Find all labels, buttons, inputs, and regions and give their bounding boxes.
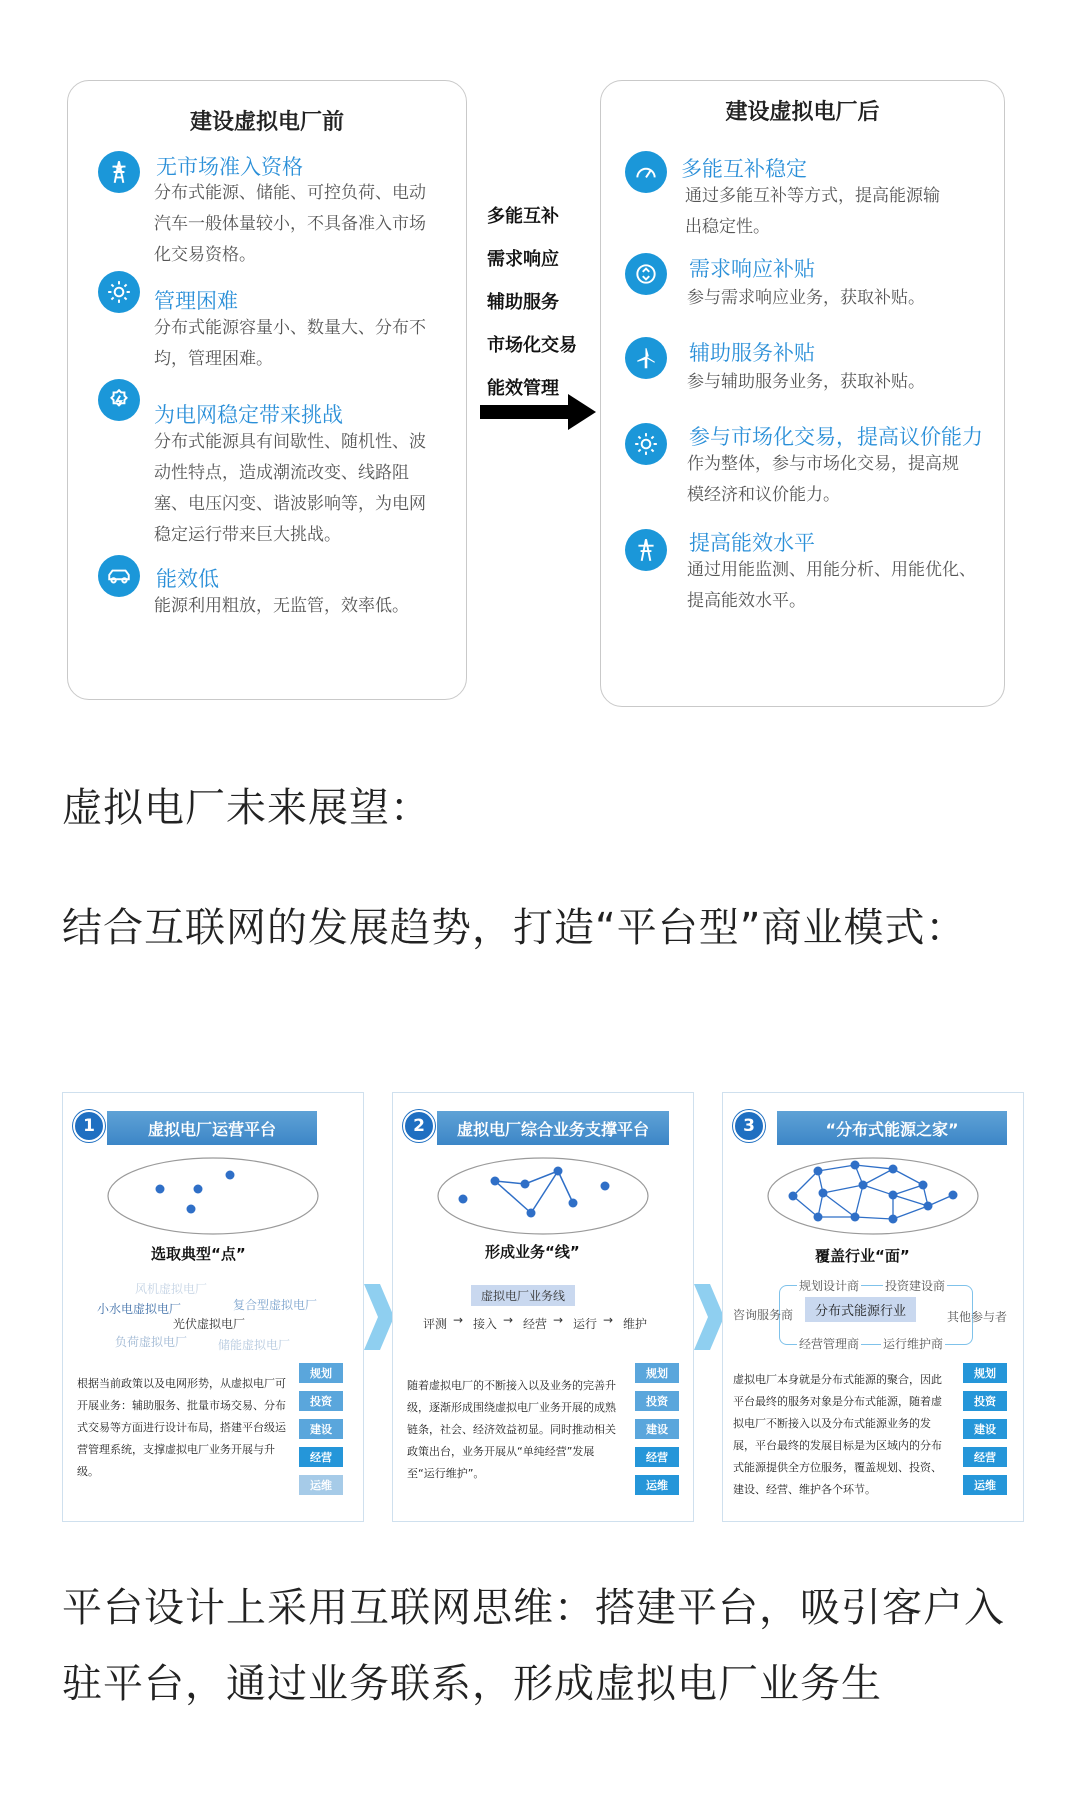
business-step: 运行 [573, 1317, 598, 1331]
business-step: 评测 [423, 1317, 448, 1331]
tag-invest: 投资 [299, 1391, 343, 1411]
after-item-desc: 参与辅助服务业务，获取补贴。 [687, 372, 925, 392]
middle-label: 需求响应 [487, 249, 559, 270]
before-item-desc: 分布式能源容量小、数量大、分布不均，管理困难。 [154, 318, 426, 369]
panel-2-subtitle: 形成业务“线” [485, 1243, 580, 1261]
step-arrow: → [503, 1313, 514, 1327]
panel-2-title: 虚拟电厂综合业务支撑平台 [437, 1111, 669, 1145]
panel-3-body: 虚拟电厂本身就是分布式能源的聚合，因此平台最终的服务对象是分布式能源，随着虚拟电厂不断接入以及分布式能源业务的发展，平台最终的发展目标是为区域内的分布式能源提供全方位服务，覆盖规划、投资、建设、经营、维护各个环节。 [733, 1373, 942, 1496]
after-item-desc: 作为整体，参与市场化交易，提高规模经济和议价能力。 [687, 454, 959, 505]
point-cloud-diagram [103, 1151, 323, 1241]
role-label: 咨询服务商 [733, 1308, 794, 1322]
before-item-title: 能效低 [156, 567, 219, 591]
tag-maintain: 运维 [635, 1475, 679, 1495]
cloud-label: 储能虚拟电厂 [218, 1338, 291, 1352]
cloud-label: 光伏虚拟电厂 [173, 1317, 246, 1331]
before-item-desc: 能源利用粗放，无监管，效率低。 [154, 596, 409, 616]
platform-panel-3 [722, 1092, 1024, 1522]
industry-center-label: 分布式能源行业 [805, 1297, 916, 1322]
middle-label: 市场化交易 [487, 335, 577, 356]
middle-label: 辅助服务 [487, 292, 559, 313]
mesh-network-diagram [763, 1151, 983, 1241]
after-item-desc: 通过用能监测、用能分析、用能优化、提高能效水平。 [687, 560, 976, 611]
tag-plan: 规划 [963, 1363, 1007, 1383]
paragraph-platform-model: 结合互联网的发展趋势，打造“平台型”商业模式： [62, 905, 967, 951]
line-network-diagram [433, 1151, 653, 1241]
panel-1-title: 虚拟电厂运营平台 [107, 1111, 317, 1145]
role-label: 其他参与者 [947, 1310, 1008, 1324]
sun-icon [625, 423, 667, 465]
tag-plan: 规划 [635, 1363, 679, 1383]
panel-1-subtitle: 选取典型“点” [151, 1245, 246, 1263]
right-arrow-icon [478, 392, 598, 432]
power-tower-icon [98, 151, 140, 193]
after-item-desc: 参与需求响应业务，获取补贴。 [687, 288, 925, 308]
role-label: 投资建设商 [885, 1279, 946, 1293]
middle-label: 能效管理 [487, 378, 559, 399]
step-arrow: → [603, 1313, 614, 1327]
tag-operate: 经营 [963, 1447, 1007, 1467]
panel-3-number: 3 [733, 1110, 765, 1142]
tag-maintain: 运维 [963, 1475, 1007, 1495]
gauge-icon [625, 151, 667, 193]
tag-invest: 投资 [963, 1391, 1007, 1411]
cloud-label: 风机虚拟电厂 [135, 1282, 208, 1296]
after-panel-title: 建设虚拟电厂后 [725, 100, 880, 125]
role-label: 运行维护商 [883, 1337, 944, 1351]
electric-car-icon [98, 555, 140, 597]
paragraph-platform-design: 平台设计上采用互联网思维：搭建平台，吸引客户入驻平台，通过业务联系，形成虚拟电厂业务生 [62, 1585, 1005, 1707]
business-step: 经营 [523, 1317, 548, 1331]
before-panel-title: 建设虚拟电厂前 [189, 110, 344, 135]
panel-3-title: “分布式能源之家” [777, 1111, 1007, 1145]
grid-gear-icon [98, 379, 140, 421]
after-item-title: 多能互补稳定 [681, 157, 807, 181]
panel-1-body: 根据当前政策以及电网形势，从虚拟电厂可开展业务：辅助服务、批量市场交易、分布式交易等方面进行设计布局，搭建平台级运营管理系统，支撑虚拟电厂业务开展与升级。 [77, 1377, 286, 1478]
step-arrow: → [453, 1313, 464, 1327]
wind-turbine-icon [625, 337, 667, 379]
tag-build: 建设 [299, 1419, 343, 1439]
after-item-title: 提高能效水平 [689, 531, 815, 555]
tag-operate: 经营 [635, 1447, 679, 1467]
paragraph-outlook: 虚拟电厂未来展望： [62, 785, 431, 831]
before-panel [67, 80, 467, 700]
step-arrow: → [553, 1313, 564, 1327]
panel-1-number: 1 [73, 1110, 105, 1142]
before-item-title: 无市场准入资格 [156, 155, 303, 179]
role-label: 经营管理商 [799, 1337, 860, 1351]
tag-plan: 规划 [299, 1363, 343, 1383]
recycle-icon [625, 253, 667, 295]
platform-panel-1 [62, 1092, 364, 1522]
tag-invest: 投资 [635, 1391, 679, 1411]
business-line-label: 虚拟电厂业务线 [471, 1285, 575, 1306]
before-item-title: 为电网稳定带来挑战 [154, 403, 343, 427]
tag-maintain: 运维 [299, 1475, 343, 1495]
chevron-right-icon [360, 1282, 396, 1352]
panel-2-number: 2 [403, 1110, 435, 1142]
after-item-title: 需求响应补贴 [689, 257, 815, 281]
after-item-title: 辅助服务补贴 [689, 341, 815, 365]
panel-3-subtitle: 覆盖行业“面” [815, 1247, 910, 1265]
cloud-label: 负荷虚拟电厂 [115, 1335, 188, 1349]
middle-label: 多能互补 [487, 206, 559, 227]
chevron-right-icon [690, 1282, 726, 1352]
sun-gear-icon [98, 271, 140, 313]
before-item-desc: 分布式能源具有间歇性、随机性、波动性特点，造成潮流改变、线路阻塞、电压闪变、谐波影响等，为电网稳定运行带来巨大挑战。 [154, 432, 426, 545]
business-step: 维护 [623, 1317, 648, 1331]
before-item-desc: 分布式能源、储能、可控负荷、电动汽车一般体量较小，不具备准入市场化交易资格。 [154, 183, 426, 265]
after-item-title: 参与市场化交易，提高议价能力 [689, 425, 983, 449]
transmission-tower-icon [625, 529, 667, 571]
after-item-desc: 通过多能互补等方式，提高能源输出稳定性。 [685, 186, 940, 237]
tag-build: 建设 [963, 1419, 1007, 1439]
business-step: 接入 [473, 1317, 498, 1331]
after-panel [600, 80, 1005, 707]
panel-2-body: 随着虚拟电厂的不断接入以及业务的完善升级，逐渐形成围绕虚拟电厂业务开展的成熟链条，社会、经济效益初显。同时推动相关政策出台，业务开展从“单纯经营”发展至“运行维护”。 [407, 1379, 616, 1480]
tag-operate: 经营 [299, 1447, 343, 1467]
before-item-title: 管理困难 [154, 289, 238, 313]
cloud-label: 小水电虚拟电厂 [97, 1302, 182, 1316]
tag-build: 建设 [635, 1419, 679, 1439]
cloud-label: 复合型虚拟电厂 [233, 1298, 318, 1312]
role-label: 规划设计商 [799, 1279, 860, 1293]
platform-panel-2 [392, 1092, 694, 1522]
